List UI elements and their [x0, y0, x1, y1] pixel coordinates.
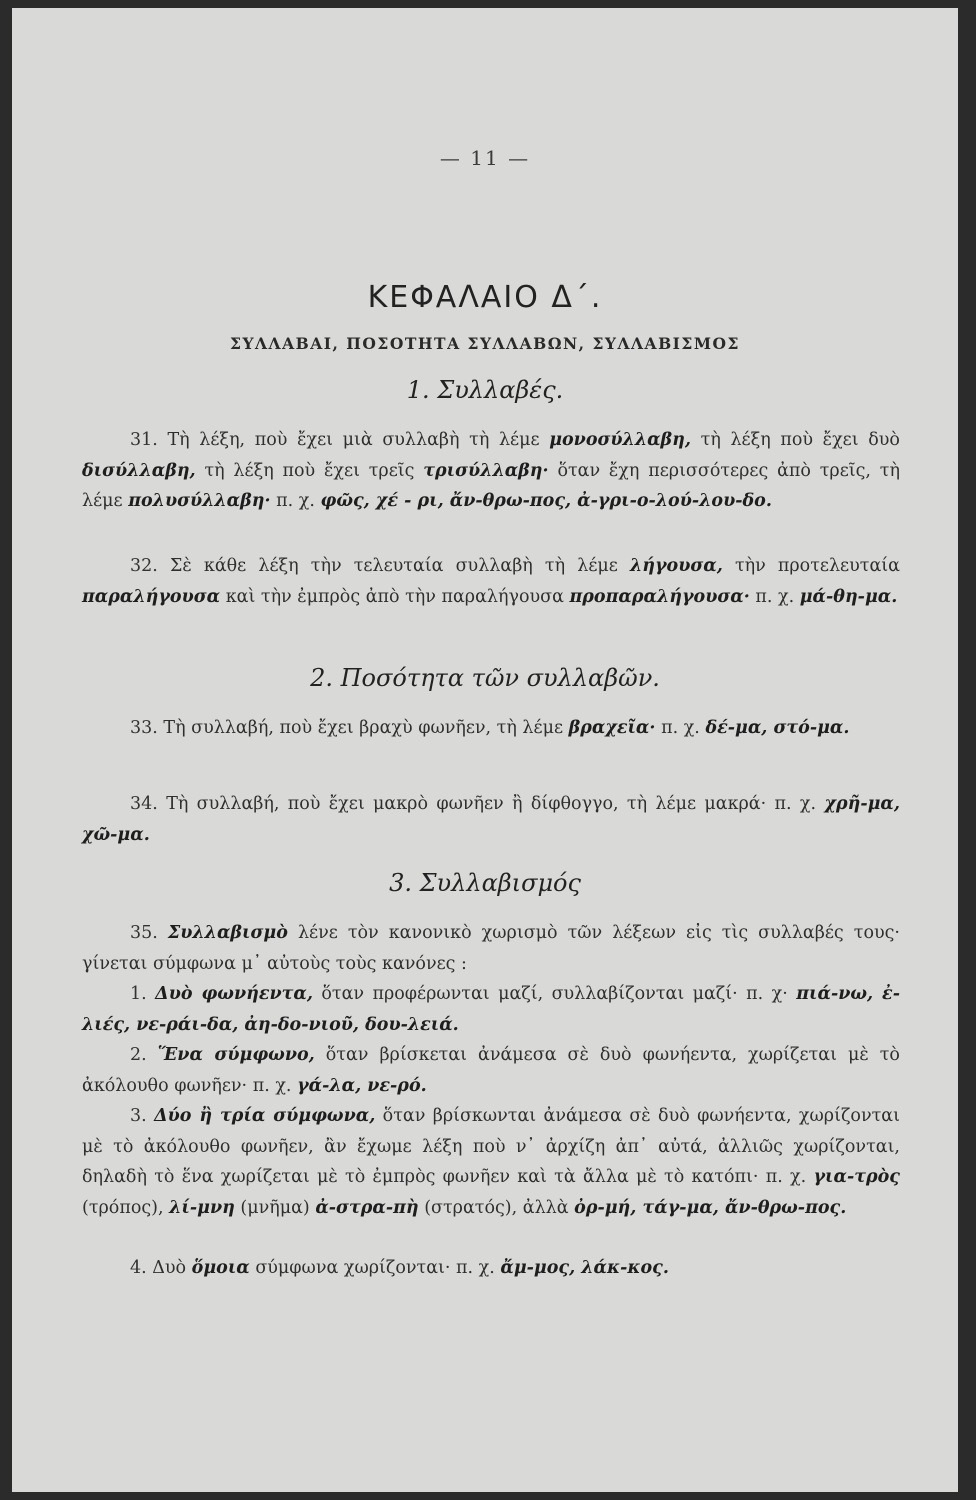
example-words: δέ-μα, στό-μα. — [705, 718, 850, 738]
example-words: πιά-νω, ἐ-λιές, νε-ράι-δα, ἀη-δο-νιοῦ, δου-λειά. — [82, 984, 900, 1035]
term: πολυσύλλαβη· — [128, 491, 271, 511]
paragraph-number: 31. — [130, 430, 158, 450]
rule-number: 2. — [130, 1045, 147, 1065]
term: τρισύλλαβη· — [423, 460, 549, 481]
example-words: φῶς, χέ - ρι, ἄν-θρω-πος, ἀ-γρι-ο-λού-λου-δο. — [320, 491, 772, 511]
chapter-subtitle: ΣΥΛΛΑΒΑΙ, ΠΟΣΟΤΗΤΑ ΣΥΛΛΑΒΩΝ, ΣΥΛΛΑΒΙΣΜΟΣ — [230, 334, 740, 353]
paragraph-number: 33. — [130, 718, 158, 738]
example-words: μά-θη-μα. — [799, 586, 898, 607]
rule-number: 3. — [130, 1106, 147, 1126]
rule-number: 1. — [130, 984, 147, 1004]
section-heading-syllables: 1. Συλλαβές. — [406, 376, 564, 404]
example-words: για-τρὸς — [813, 1167, 900, 1187]
term: δισύλλαβη, — [82, 460, 196, 481]
term: Συλλαβισμὸ — [167, 923, 288, 943]
term: προπαραλήγουσα· — [569, 586, 750, 607]
section-heading-quantity: 2. Ποσότητα τῶν συλλαβῶν. — [310, 664, 660, 692]
paragraph-34: 34. Τὴ συλλαβή, ποὺ ἔχει μακρὸ φωνῆεν ἢ δίφθογγο, τὴ λέμε μακρά· π. χ. χρῆ-μα, χῶ-μα. — [82, 794, 900, 845]
term: Δυὸ φωνήεντα, — [155, 984, 313, 1004]
term: Ἕνα σύμφωνο, — [157, 1045, 315, 1065]
rule-1: 1. Δυὸ φωνήεντα, ὅταν προφέρωνται μαζί, συλλαβίζονται μαζί· π. χ· πιά-νω, ἐ-λιές, νε-ράι-δα, ἀη-δο-νιοῦ, δου-λειά. — [82, 984, 900, 1035]
example-words: ἀ-στρα-πὴ — [315, 1197, 419, 1218]
rule-3: 3. Δύο ἢ τρία σύμφωνα, ὅταν βρίσκωνται ἀνάμεσα σὲ δυὸ φωνήεντα, χωρίζονται μὲ τὸ ἀκόλουθο φωνῆεν, ἂν ἔχωμε λέξη ποὺ ν᾽ ἀρχίζη ἀπ᾽ αὐτά, ἀλλιῶς χωρίζονται, δηλαδὴ τὸ ἕνα χωρίζεται μὲ τὸ ἐμπρὸς φωνῆεν καὶ τὰ ἄλλα μὲ τὸ κατόπι· π. χ. για-τρὸς (τρόπος), λί-μνη (μνῆμα) ἀ-στρα-πὴ (στρατός), ἀλλὰ ὀρ-μή, τάγ-μα, ἄν-θρω-πος. — [82, 1106, 900, 1218]
example-words: γά-λα, νε-ρό. — [297, 1075, 427, 1096]
term: μονοσύλλαβη, — [549, 430, 691, 450]
paragraph-35: 35. Συλλαβισμὸ λένε τὸν κανονικὸ χωρισμὸ τῶν λέξεων εἰς τὶς συλλαβές τους· γίνεται σύμφωνα μ᾽ αὐτοὺς τοὺς κανόνες : — [82, 923, 900, 974]
rule-2: 2. Ἕνα σύμφωνο, ὅταν βρίσκεται ἀνάμεσα σὲ δυὸ φωνήεντα, χωρίζεται μὲ τὸ ἀκόλουθο φωνῆεν· π. χ. γά-λα, νε-ρό. — [82, 1045, 900, 1096]
section-heading-syllabification: 3. Συλλαβισμός — [389, 869, 581, 897]
paragraph-33: 33. Τὴ συλλαβή, ποὺ ἔχει βραχὺ φωνῆεν, τὴ λέμε βραχεῖα· π. χ. δέ-μα, στό-μα. — [130, 718, 850, 738]
rule-4: 4. Δυὸ ὅμοια σύμφωνα χωρίζονται· π. χ. ἄμ-μος, λάκ-κος. — [130, 1258, 669, 1278]
example-words: λί-μνη — [169, 1197, 235, 1218]
example-words: ὀρ-μή, τάγ-μα, ἄν-θρω-πος. — [574, 1197, 847, 1218]
rule-number: 4. — [130, 1258, 147, 1278]
example-words: ἄμ-μος, λάκ-κος. — [500, 1258, 669, 1278]
term: λήγουσα, — [629, 556, 723, 576]
paragraph-32: 32. Σὲ κάθε λέξη τὴν τελευταία συλλαβὴ τὴ λέμε λήγουσα, τὴν προτελευταία παραλήγουσα καὶ τὴν ἐμπρὸς ἀπὸ τὴν παραλήγουσα προπαραλήγουσα· π. χ. μά-θη-μα. — [82, 556, 900, 607]
page-number: — 11 — — [439, 146, 531, 170]
paragraph-31: 31. Τὴ λέξη, ποὺ ἔχει μιὰ συλλαβὴ τὴ λέμε μονοσύλλαβη, τὴ λέξη ποὺ ἔχει δυὸ δισύλλαβη, τὴ λέξη ποὺ ἔχει τρεῖς τρισύλλαβη· ὅταν ἔχη περισσότερες ἀπὸ τρεῖς, τὴ λέμε πολυσύλλαβη· π. χ. φῶς, χέ - ρι, ἄν-θρω-πος, ἀ-γρι-ο-λού-λου-δο. — [82, 430, 900, 511]
paragraph-number: 34. — [130, 794, 158, 814]
document-page — [12, 8, 958, 1492]
term: παραλήγουσα — [82, 586, 221, 607]
chapter-title: ΚΕΦΑΛΑΙΟ Δ΄. — [367, 280, 603, 315]
paragraph-number: 35. — [130, 923, 158, 943]
term: βραχεῖα· — [568, 718, 656, 738]
term: ὅμοια — [191, 1258, 250, 1278]
paragraph-number: 32. — [130, 556, 158, 576]
example-words: χρῆ-μα, χῶ-μα. — [82, 794, 900, 845]
term: Δύο ἢ τρία σύμφωνα, — [154, 1106, 376, 1126]
